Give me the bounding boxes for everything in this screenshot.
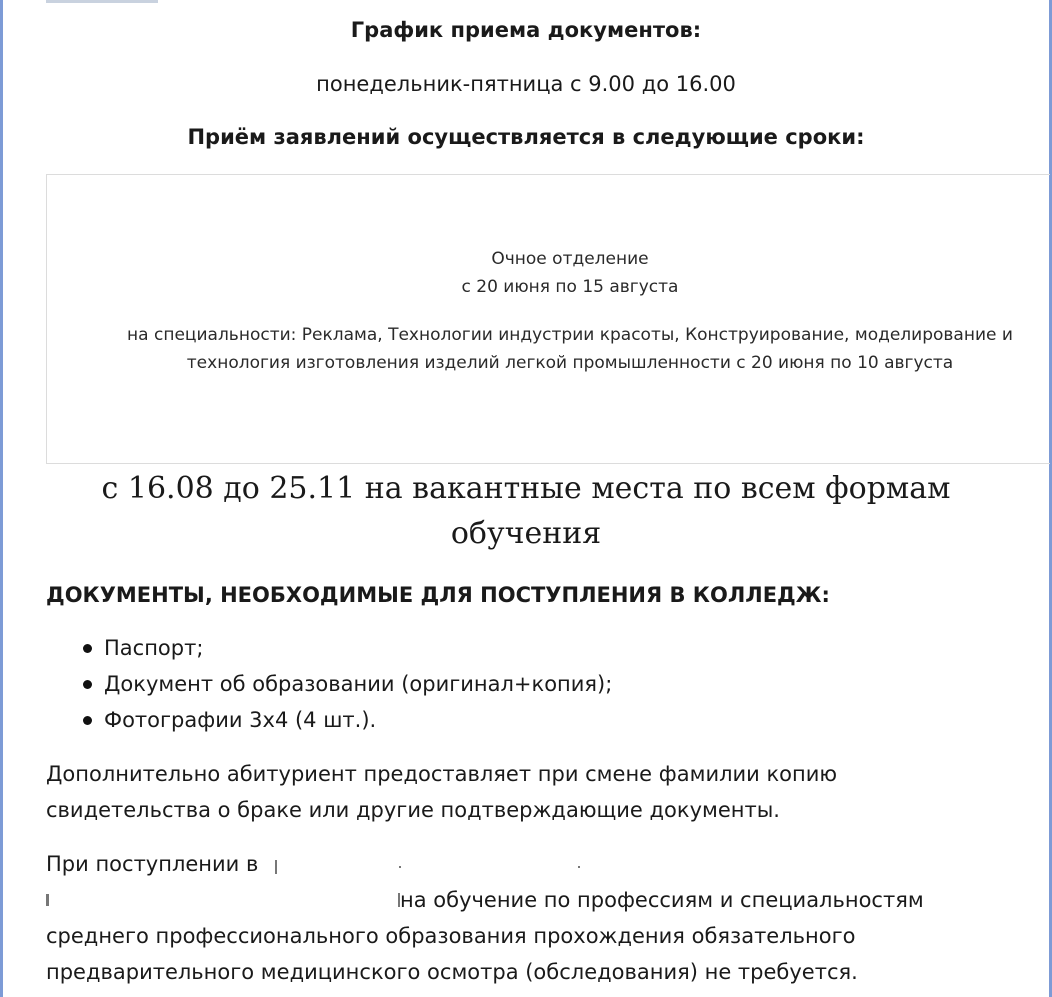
medical-line-2: на обучение по профессиям и специальностям [400,888,924,912]
medical-line-4: предварительного медицинского осмотра (обследования) не требуется. [46,960,858,984]
specialties-line-2: технология изготовления изделий легкой промышленности с 20 июня по 10 августа [186,353,954,373]
bullet-icon [83,680,92,689]
top-element-fragment [46,0,158,3]
medical-line-3: среднего профессионального образования прохождения обязательного [46,924,856,948]
vacant-line-1: с 16.08 до 25.11 на вакантные места по всем формам [101,471,951,506]
list-item [46,630,612,666]
documents-heading: ДОКУМЕНТЫ, НЕОБХОДИМЫЕ ДЛЯ ПОСТУПЛЕНИЯ В КОЛЛЕДЖ: [46,583,830,607]
document-item-education: Документ об образовании (оригинал+копия); [104,672,613,696]
medical-line-1: При поступлении в [46,852,259,876]
additional-docs-line-2: свидетельства о браке или другие подтверждающие документы. [46,798,780,822]
list-item [46,666,612,702]
redaction-remnant [578,866,580,868]
schedule-hours: понедельник-пятница с 9.00 до 16.00 [316,72,736,96]
redaction-remnant [46,894,49,906]
intake-periods-box [46,174,1050,464]
list-item [46,702,612,738]
left-border [0,0,3,997]
document-item-passport: Паспорт; [104,636,204,660]
intake-title: Приём заявлений осуществляется в следующие сроки: [187,125,865,149]
documents-list [46,630,612,738]
fulltime-department-label: Очное отделение [491,249,649,269]
specialties-line-1: на специальности: Реклама, Технологии индустрии красоты, Конструирование, моделирование и [127,325,1013,345]
redaction-remnant [275,860,277,874]
vacant-line-2: обучения [450,516,602,551]
additional-docs-line-1: Дополнительно абитуриент предоставляет при смене фамилии копию [46,762,838,786]
redaction-remnant [398,893,400,907]
fulltime-dates: с 20 июня по 15 августа [461,277,679,297]
schedule-title: График приема документов: [350,18,702,42]
document-item-photos: Фотографии 3х4 (4 шт.). [104,708,377,732]
vacant-places-notice [46,466,1006,556]
bullet-icon [83,716,92,725]
redaction-remnant [399,866,401,868]
bullet-icon [83,644,92,653]
